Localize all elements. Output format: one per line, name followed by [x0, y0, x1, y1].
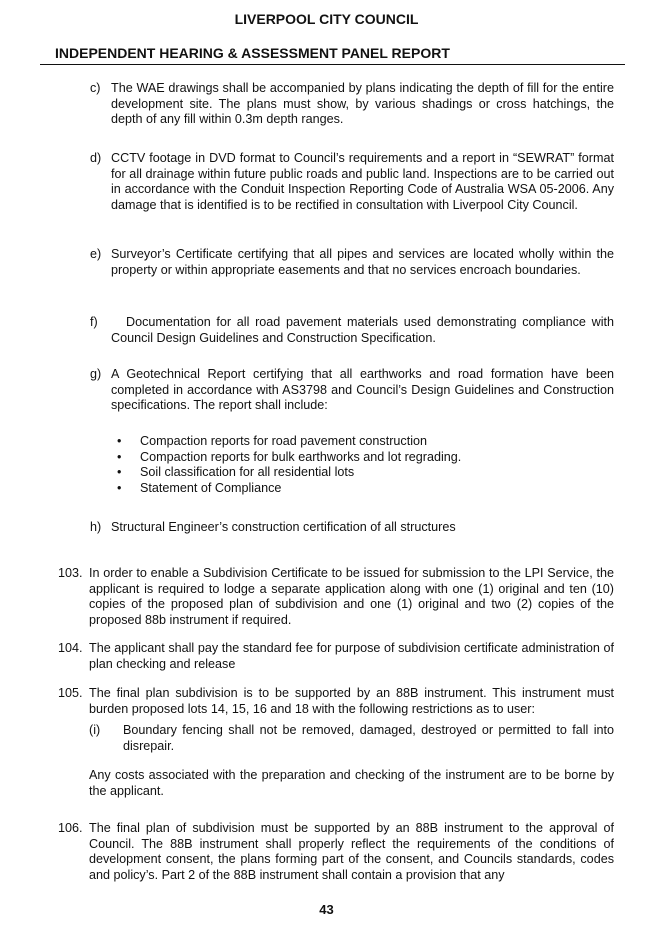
sub-item-marker: (i)	[89, 723, 101, 737]
page-number: 43	[319, 902, 334, 917]
condition-number: 105.	[58, 686, 83, 700]
council-title: LIVERPOOL CITY COUNCIL	[234, 11, 419, 27]
item-marker: d)	[90, 151, 102, 165]
item-f-text: Documentation for all road pavement materials used demonstrating compliance with Council Design Guidelines and Construction Specification.	[111, 315, 614, 345]
item-marker: f)	[90, 315, 98, 329]
item-marker: c)	[90, 81, 101, 95]
item-c-text: The WAE drawings shall be accompanied by plans indicating the depth of fill for the entire development site. The plans must show, by various shadings or cross hatchings, the depth of any fill within 0.3m depth ranges.	[111, 81, 614, 127]
item-marker: g)	[90, 367, 102, 381]
bullet-item: • Soil classification for all residential lots	[115, 465, 595, 481]
header-divider	[40, 64, 625, 65]
bullet-item: • Compaction reports for bulk earthworks and lot regrading.	[115, 450, 595, 466]
bullet-item: • Compaction reports for road pavement construction	[115, 434, 595, 450]
bullet-list	[115, 434, 595, 496]
report-title: INDEPENDENT HEARING & ASSESSMENT PANEL REPORT	[55, 45, 450, 61]
item-marker: h)	[90, 520, 102, 534]
condition-104-text: The applicant shall pay the standard fee for purpose of subdivision certificate administration of plan checking and release	[89, 641, 614, 671]
condition-103-text: In order to enable a Subdivision Certificate to be issued for submission to the LPI Service, the applicant is required to lodge a separate application along with one (1) original and ten (10) copies of the proposed plan of subdivision and one (1) original and two (2) copies of the proposed 88b instrument if required.	[89, 566, 614, 627]
condition-number: 104.	[58, 641, 83, 655]
item-marker: e)	[90, 247, 102, 261]
condition-106-text: The final plan of subdivision must be supported by an 88B instrument to the approval of Council. The 88B instrument shall properly reflect the requirements of the conditions of development consent, the plans forming part of the consent, and Councils standards, codes and policy’s. Part 2 of the 88B instrument shall contain a provision that any	[89, 821, 614, 882]
condition-number: 106.	[58, 821, 83, 835]
condition-105-note: Any costs associated with the preparation and checking of the instrument are to be borne by the applicant.	[89, 768, 614, 798]
item-e-text: Surveyor’s Certificate certifying that all pipes and services are located wholly within the property or within appropriate easements and that no services encroach boundaries.	[111, 247, 614, 277]
condition-105-sub-text: Boundary fencing shall not be removed, damaged, destroyed or permitted to fall into disrepair.	[123, 723, 614, 753]
item-g-text: A Geotechnical Report certifying that all earthworks and road formation have been completed in accordance with AS3798 and Council’s Design Guidelines and Construction specifications. The report shall include:	[111, 367, 614, 413]
condition-105-text: The final plan subdivision is to be supported by an 88B instrument. This instrument must burden proposed lots 14, 15, 16 and 18 with the following restrictions as to user:	[89, 686, 614, 716]
item-d-text: CCTV footage in DVD format to Council’s requirements and a report in “SEWRAT” format for all drainage within future public roads and public land. Inspections are to be carried out in accordance with the Conduit Inspection Reporting Code of Australia WSA 05-2006. Any damage that is identified is to be rectified in consultation with Liverpool City Council.	[111, 151, 614, 212]
condition-number: 103.	[58, 566, 83, 580]
bullet-item: • Statement of Compliance	[115, 481, 595, 497]
item-h-text: Structural Engineer’s construction certification of all structures	[111, 520, 456, 534]
